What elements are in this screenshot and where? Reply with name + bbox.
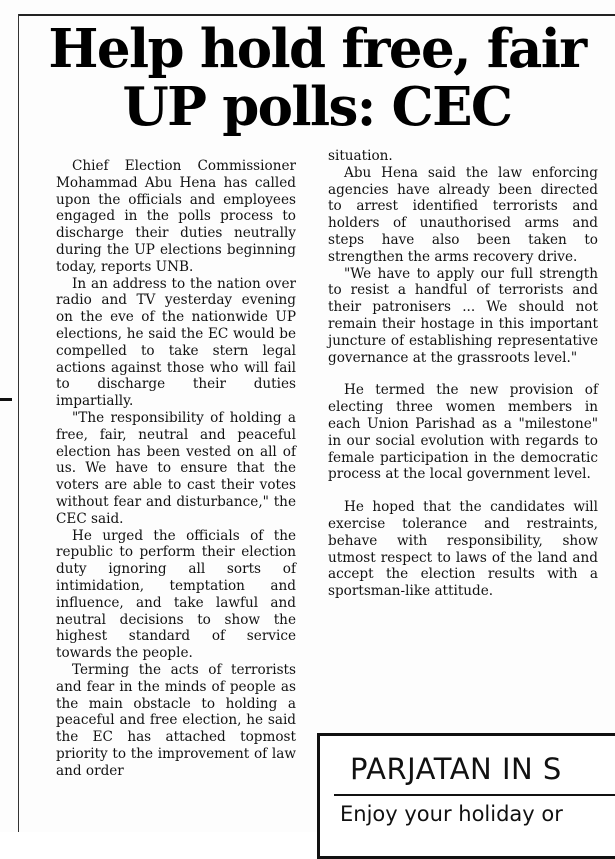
top-border-rule: [18, 14, 615, 16]
paragraph: Chief Election Commissioner Mohammad Abu Hena has called upon the officials and employees engaged in the polls process to discharge their duties neutrally during the UP elections beginning today, reports UNB.: [56, 158, 296, 275]
article-column-2: [328, 148, 598, 600]
adjacent-column-rule: [0, 398, 12, 401]
advertisement-subtitle: Enjoy your holiday or: [340, 802, 563, 826]
article-column-1: [56, 158, 296, 779]
paragraph: He termed the new provision of electing three women members in each Union Parishad as a "milestone" in our social evolution with regards to female participation in the democratic process at the local government level.: [328, 382, 598, 483]
paragraph: He urged the officials of the republic to perform their election duty ignoring all sorts of intimidation, temptation and influence, and take lawful and neutral decisions to show the highest standard of service towards the people.: [56, 527, 296, 662]
paragraph: Abu Hena said the law enforcing agencies have already been directed to arrest identified terrorists and holders of unauthorised arms and steps have also been taken to strengthen the arms recovery drive.: [328, 164, 598, 265]
paragraph: Terming the acts of terrorists and fear in the minds of people as the main obstacle to holding a peaceful and free election, he said the EC has attached topmost priority to the improvement of law and order: [56, 661, 296, 779]
advertisement-box: [317, 733, 615, 859]
advertisement-divider: [334, 794, 615, 796]
headline: Help hold free, fair UP polls: CEC: [48, 18, 586, 138]
paragraph: "The responsibility of holding a free, fair, neutral and peaceful election has been vested on all of us. We have to ensure that the voters are able to cast their votes without fear and disturbance," the CEC said.: [56, 409, 296, 527]
paragraph: "We have to apply our full strength to resist a handful of terrorists and their patronisers ... We should not remain their hostage in this important juncture of establishing representative governance at the grassroots level.": [328, 265, 598, 366]
paragraph: He hoped that the candidates will exercise tolerance and restraints, behave with responsibility, show utmost respect to laws of the land and accept the election results with a sportsman-like attitude.: [328, 499, 598, 600]
paragraph-continuation: situation.: [328, 148, 393, 164]
left-border-rule: [18, 14, 19, 832]
advertisement-title: PARJATAN IN S: [350, 752, 562, 786]
paragraph: In an address to the nation over radio and TV yesterday evening on the eve of the nationwide UP elections, he said the EC would be compelled to take stern legal actions against those who will fail to discharge their duties impartially.: [56, 275, 296, 410]
